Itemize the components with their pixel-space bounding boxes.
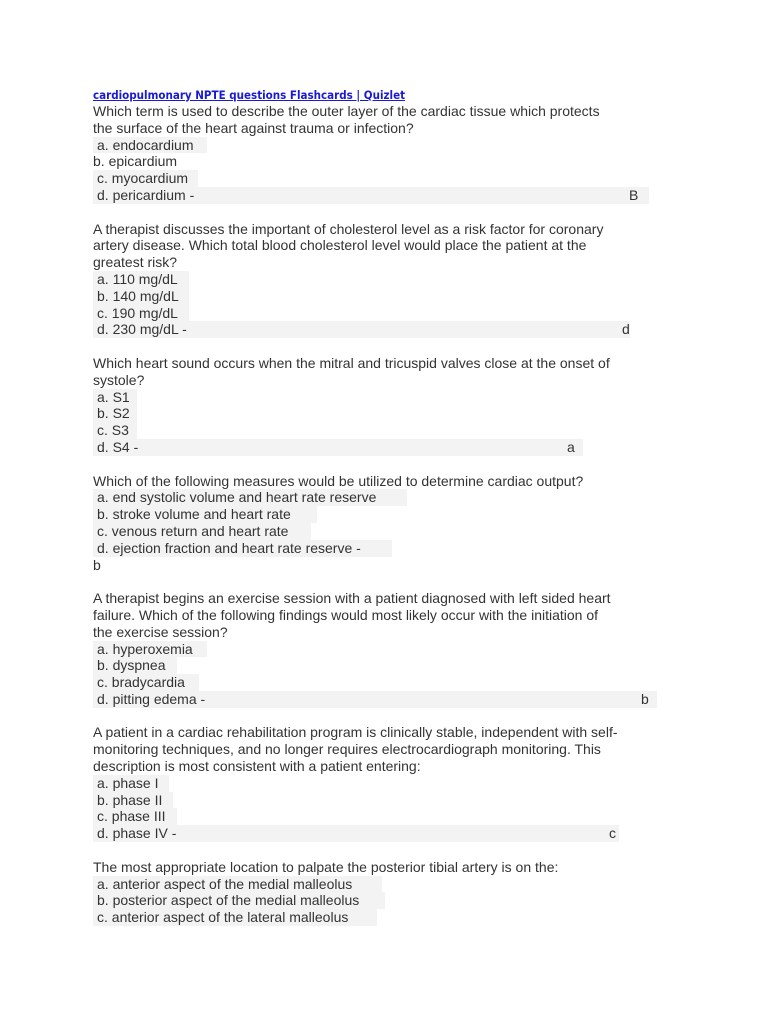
option: b. stroke volume and heart rate bbox=[93, 506, 693, 523]
option: d. pitting edema - b bbox=[93, 691, 693, 708]
question-list bbox=[93, 103, 693, 926]
answer: d bbox=[622, 321, 630, 338]
question-1 bbox=[93, 103, 693, 204]
question-line: A therapist discusses the important of cholesterol level as a risk factor for coronary bbox=[93, 220, 604, 237]
option: b. epicardium bbox=[93, 153, 178, 170]
option: d. ejection fraction and heart rate reserve - bbox=[93, 540, 693, 557]
option: c. venous return and heart rate bbox=[93, 523, 693, 540]
option: a. phase I bbox=[93, 775, 693, 792]
question-text bbox=[93, 473, 693, 490]
question-line: Which term is used to describe the outer layer of the cardiac tissue which protects bbox=[93, 103, 600, 119]
option: d. S4 - a bbox=[93, 439, 693, 456]
option: b. dyspnea bbox=[93, 657, 693, 674]
question-4 bbox=[93, 473, 693, 574]
option: c. phase III bbox=[93, 808, 693, 825]
option: a. endocardium bbox=[93, 137, 693, 154]
option: b. 140 mg/dL bbox=[93, 288, 693, 305]
option: c. myocardium bbox=[93, 170, 693, 187]
option: d. 230 mg/dL - d bbox=[93, 321, 693, 338]
option: c. bradycardia bbox=[93, 674, 693, 691]
option: b. phase II bbox=[93, 792, 693, 809]
question-line: Which of the following measures would be utilized to determine cardiac output? bbox=[93, 472, 584, 489]
option: a. S1 bbox=[93, 389, 693, 406]
question-text bbox=[93, 103, 693, 137]
question-line: greatest risk? bbox=[93, 254, 178, 271]
answer: a bbox=[567, 438, 575, 455]
option: b. posterior aspect of the medial malleolus bbox=[93, 892, 693, 909]
option: c. anterior aspect of the lateral malleolus bbox=[93, 909, 693, 926]
answer: c bbox=[609, 825, 616, 842]
question-text bbox=[93, 724, 693, 774]
question-line: A patient in a cardiac rehabilitation program is clinically stable, independent with self- bbox=[93, 724, 618, 741]
question-text bbox=[93, 590, 693, 640]
question-text bbox=[93, 221, 693, 271]
answer: b bbox=[93, 556, 101, 573]
question-3 bbox=[93, 355, 693, 456]
option: b. S2 bbox=[93, 405, 693, 422]
question-2 bbox=[93, 221, 693, 339]
option: a. anterior aspect of the medial malleolus bbox=[93, 876, 693, 893]
question-6 bbox=[93, 724, 693, 842]
answer: b bbox=[641, 690, 649, 707]
option: a. hyperoxemia bbox=[93, 641, 693, 658]
question-line: the exercise session? bbox=[93, 623, 228, 640]
question-line: artery disease. Which total blood cholesterol level would place the patient at the bbox=[93, 237, 587, 254]
source-title-link[interactable]: cardiopulmonary NPTE questions Flashcards | Quizlet bbox=[93, 88, 406, 102]
question-line: description is most consistent with a patient entering: bbox=[93, 758, 421, 775]
question-line: Which heart sound occurs when the mitral and tricuspid valves close at the onset of bbox=[93, 354, 610, 371]
answer: B bbox=[629, 186, 639, 203]
question-line: failure. Which of the following findings would most likely occur with the initiation of bbox=[93, 606, 599, 623]
option: c. S3 bbox=[93, 422, 693, 439]
question-text bbox=[93, 355, 693, 389]
question-line: The most appropriate location to palpate the posterior tibial artery is on the: bbox=[93, 858, 559, 875]
question-text bbox=[93, 859, 693, 876]
question-line: systole? bbox=[93, 371, 145, 388]
question-line: the surface of the heart against trauma or infection? bbox=[93, 119, 414, 136]
question-line: A therapist begins an exercise session with a patient diagnosed with left sided heart bbox=[93, 590, 611, 607]
question-5 bbox=[93, 590, 693, 708]
question-line: monitoring techniques, and no longer requires electrocardiograph monitoring. This bbox=[93, 741, 601, 758]
option: a. end systolic volume and heart rate reserve bbox=[93, 489, 693, 506]
option: a. 110 mg/dL bbox=[93, 271, 693, 288]
option: d. phase IV - c bbox=[93, 825, 693, 842]
option: d. pericardium - B bbox=[93, 187, 693, 204]
option: c. 190 mg/dL bbox=[93, 305, 693, 322]
question-7 bbox=[93, 859, 693, 926]
